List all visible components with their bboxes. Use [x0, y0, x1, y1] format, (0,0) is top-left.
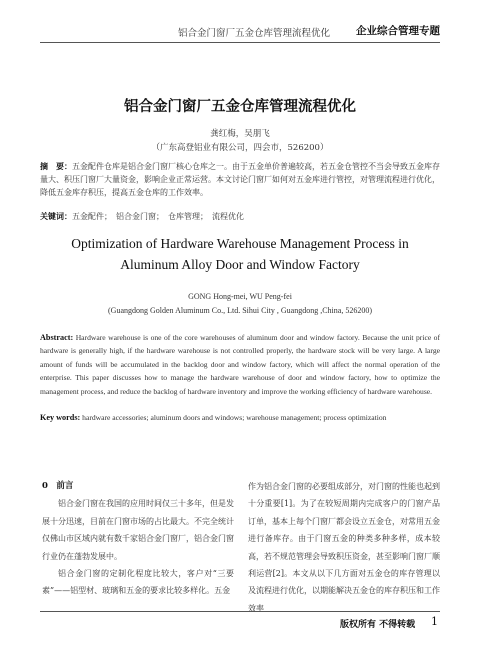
keywords-en-label: Key words: — [40, 413, 81, 422]
footer-divider — [40, 611, 440, 612]
section-heading-preface: 0 前言 — [42, 481, 74, 491]
authors-en: GONG Hong-mei, WU Peng-fei — [188, 292, 292, 301]
abstract-zh-label: 摘 要： — [40, 161, 72, 171]
running-header-title: 铝合金门窗厂五金仓库管理流程优化 — [178, 28, 331, 39]
paper-title-en: Optimization of Hardware Warehouse Management Process in Aluminum Alloy Door and Window Factory — [71, 236, 409, 272]
body-column-left — [42, 478, 234, 600]
page-number: 1 — [431, 615, 438, 628]
abstract-zh — [40, 160, 440, 199]
body-paragraph: 铝合金门窗在我国的应用时间仅三十多年，但是发展十分迅速，目前在门窗市场的占比最大。不完全统计仅佛山市区域内就有数千家铝合金门窗厂，铝合金门窗行业仍在蓬勃发展中。 — [42, 499, 234, 561]
abstract-en — [40, 331, 440, 398]
footer-copyright: 版权所有 不得转载 — [340, 620, 416, 630]
keywords-zh-text: 五金配件； 铝合金门窗； 仓库管理； 流程优化 — [72, 212, 244, 221]
body-paragraph: 作为铝合金门窗的必要组成部分，对门窗的性能也起到十分重要[1]。为了在较短周期内完成客户的门窗产品订单，基本上每个门窗厂都会设立五金仓，对常用五金进行备库存。由于门窗五金的种类多种多样，成本较高，若不规范管理会导致积压资金，甚至影响门窗厂顺利运营[2]。本文从以下几方面对五金仓的库存管理以及流程进行优化，以期能解决五金仓的库存积压和工作效率 — [248, 482, 440, 613]
keywords-zh-label: 关键词： — [40, 211, 72, 221]
paper-title-zh: 铝合金门窗厂五金仓库管理流程优化 — [124, 98, 356, 115]
abstract-zh-text: 五金配件仓库是铝合金门窗厂核心仓库之一。由于五金单价普遍较高，若五金仓管控不当会导致五金库存量大、积压门窗厂大量资金，影响企业正常运营。本文讨论门窗厂如何对五金库进行管控，对管理流程进行优化，降低五金库存积压，提高五金仓库的工作效率。 — [40, 162, 440, 197]
affiliation-en: (Guangdong Golden Aluminum Co., Ltd. Sihui City , Guangdong ,China, 526200) — [108, 306, 372, 315]
abstract-en-label: Abstract: — [40, 333, 74, 342]
body-column-right — [248, 478, 440, 617]
running-header — [40, 22, 440, 43]
authors-zh: 龚红梅，吴朋飞 — [210, 129, 270, 139]
body-paragraph: 铝合金门窗的定制化程度比较大，客户对“三要素”——铝型材、玻璃和五金的要求比较多样化。五金 — [42, 569, 234, 596]
keywords-en-text: hardware accessories; aluminum doors and windows; warehouse management; process optimization — [82, 413, 387, 422]
keywords-zh — [40, 210, 440, 223]
keywords-en — [40, 412, 440, 424]
affiliation-zh: （广东高登铝业有限公司，四会市，526200） — [151, 143, 329, 153]
abstract-en-text: Hardware warehouse is one of the core warehouses of aluminum door and window factory. Because the unit price of hardware is generally high, if the hardware warehouse is not controlled properly, the hardware stock will be very large. A large amount of funds will be accumulated in the backlog door and window factory, which will affect the normal operation of the enterprise. This paper discusses how to manage the hardware warehouse of door and window factory, how to optimize the management process, and reduce the backlog of hardware inventory and improve the working efficiency of hardware warehouse. — [40, 333, 440, 396]
running-header-section: 企业综合管理专题 — [356, 25, 440, 37]
